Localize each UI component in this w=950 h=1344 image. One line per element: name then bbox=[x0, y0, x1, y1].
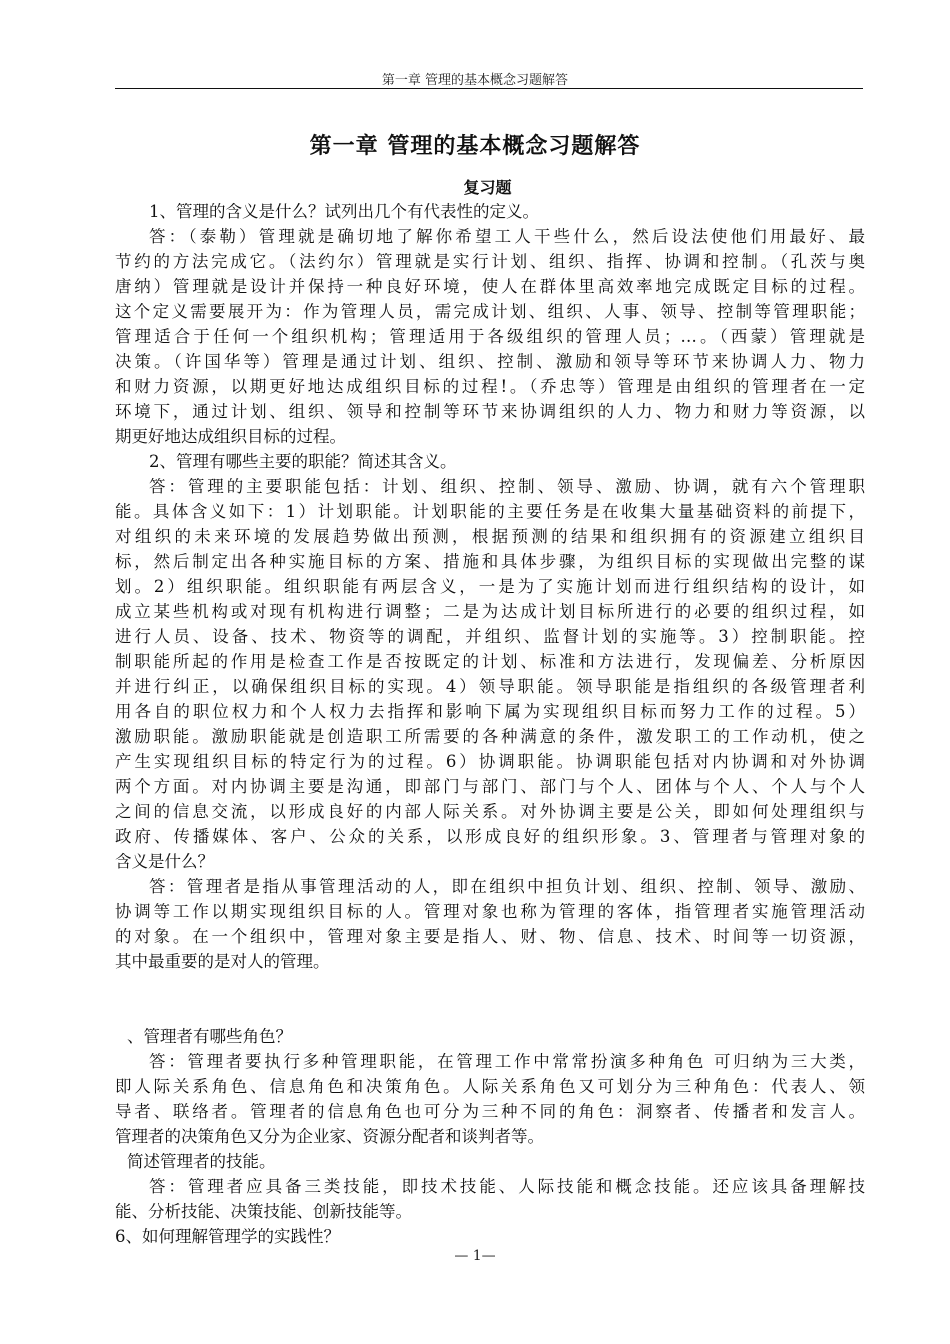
text-line: 这个定义需要展开为：作为管理人员，需完成计划、组织、人事、领导、控制等管理职能； bbox=[115, 302, 865, 321]
text-line: 并进行纠正，以确保组织目标的实现。4）领导职能。领导职能是指组织的各级管理者利 bbox=[115, 677, 865, 696]
text-line: 协调等工作以期实现组织目标的人。管理对象也称为管理的客体，指管理者实施管理活动 bbox=[115, 902, 865, 921]
text-line: 即人际关系角色、信息角色和决策角色。人际关系角色又可划分为三种角色：代表人、领 bbox=[115, 1077, 865, 1096]
text-line: 管理适合于任何一个组织机构；管理适用于各级组织的管理人员；…。（西蒙）管理就是 bbox=[115, 327, 865, 346]
text-line: 管理者的决策角色又分为企业家、资源分配者和谈判者等。 bbox=[115, 1127, 544, 1146]
text-line: 用各自的职位权力和个人权力去指挥和影响下属为实现组织目标而努力工作的过程。5） bbox=[115, 702, 865, 721]
text-line: 产生实现组织目标的特定行为的过程。6）协调职能。协调职能包括对内协调和对外协调 bbox=[115, 752, 865, 771]
text-line: 标，然后制定出各种实施目标的方案、措施和具体步骤，为组织目标的实现做出完整的谋 bbox=[115, 552, 865, 571]
text-line: 和财力资源，以期更好地达成组织目标的过程!。（乔忠等）管理是由组织的管理者在一定 bbox=[115, 377, 865, 396]
page-number: — 1— bbox=[454, 1248, 496, 1264]
blank-gap bbox=[115, 974, 865, 1024]
text-line: 答：管理者要执行多种管理职能，在管理工作中常常扮演多种角色 可归纳为三大类， bbox=[149, 1052, 865, 1071]
text-line: 能。具体含义如下：1）计划职能。计划职能的主要任务是在收集大量基础资料的前提下， bbox=[115, 502, 865, 521]
question-2: 2、管理有哪些主要的职能？简述其含义。 bbox=[149, 452, 457, 471]
document-body bbox=[115, 199, 865, 1249]
text-line: 其中最重要的是对人的管理。 bbox=[115, 952, 330, 971]
question-6: 6、如何理解管理学的实践性？ bbox=[115, 1227, 340, 1246]
page-title: 第一章 管理的基本概念习题解答 bbox=[309, 133, 641, 159]
text-line: 两个方面。对内协调主要是沟通，即部门与部门、部门与个人、团体与个人、个人与个人 bbox=[115, 777, 865, 796]
text-line: 能、分析技能、决策技能、创新技能等。 bbox=[115, 1202, 412, 1221]
question-5: 简述管理者的技能。 bbox=[127, 1152, 276, 1171]
text-line: 答：管理者应具备三类技能，即技术技能、人际技能和概念技能。还应该具备理解技 bbox=[149, 1177, 865, 1196]
text-line: 政府、传播媒体、客户、公众的关系，以形成良好的组织形象。3、管理者与管理对象的 bbox=[115, 827, 865, 846]
header-rule bbox=[115, 88, 863, 89]
text-line: 的对象。在一个组织中，管理对象主要是指人、财、物、信息、技术、时间等一切资源， bbox=[115, 927, 865, 946]
question-4: 、管理者有哪些角色？ bbox=[127, 1027, 292, 1046]
text-line: 答：（泰勒）管理就是确切地了解你希望工人干些什么，然后设法使他们用最好、最 bbox=[149, 227, 865, 246]
text-line: 决策。（许国华等）管理是通过计划、组织、控制、激励和领导等环节来协调人力、物力 bbox=[115, 352, 865, 371]
text-line: 答：管理的主要职能包括：计划、组织、控制、领导、激励、协调，就有六个管理职 bbox=[149, 477, 865, 496]
text-line: 唐纳）管理就是设计并保持一种良好环境，使人在群体里高效率地完成既定目标的过程。 bbox=[115, 277, 865, 296]
text-line: 对组织的未来环境的发展趋势做出预测，根据预测的结果和组织拥有的资源建立组织目 bbox=[115, 527, 865, 546]
text-line: 答：管理者是指从事管理活动的人，即在组织中担负计划、组织、控制、领导、激励、 bbox=[149, 877, 865, 896]
text-line: 期更好地达成组织目标的过程。 bbox=[115, 427, 346, 446]
question-1: 1、管理的含义是什么？试列出几个有代表性的定义。 bbox=[149, 202, 539, 221]
text-line: 制职能所起的作用是检查工作是否按既定的计划、标准和方法进行，发现偏差、分析原因 bbox=[115, 652, 865, 671]
text-line: 成立某些机构或对现有机构进行调整；二是为达成计划目标所进行的必要的组织过程，如 bbox=[115, 602, 865, 621]
running-header: 第一章 管理的基本概念习题解答 bbox=[381, 73, 569, 88]
section-title: 复习题 bbox=[463, 178, 512, 197]
text-line: 导者、联络者。管理者的信息角色也可分为三种不同的角色：洞察者、传播者和发言人。 bbox=[115, 1102, 865, 1121]
text-line: 划。2）组织职能。组织职能有两层含义，一是为了实施计划而进行组织结构的设计，如 bbox=[115, 577, 865, 596]
text-line: 环境下，通过计划、组织、领导和控制等环节来协调组织的人力、物力和财力等资源，以 bbox=[115, 402, 865, 421]
text-line: 含义是什么？ bbox=[115, 852, 214, 871]
text-line: 之间的信息交流，以形成良好的内部人际关系。对外协调主要是公关，即如何处理组织与 bbox=[115, 802, 865, 821]
text-line: 进行人员、设备、技术、物资等的调配，并组织、监督计划的实施等。3）控制职能。控 bbox=[115, 627, 865, 646]
text-line: 激励职能。激励职能就是创造职工所需要的各种满意的条件，激发职工的工作动机，使之 bbox=[115, 727, 865, 746]
text-line: 节约的方法完成它。（法约尔）管理就是实行计划、组织、指挥、协调和控制。（孔茨与奥 bbox=[115, 252, 865, 271]
